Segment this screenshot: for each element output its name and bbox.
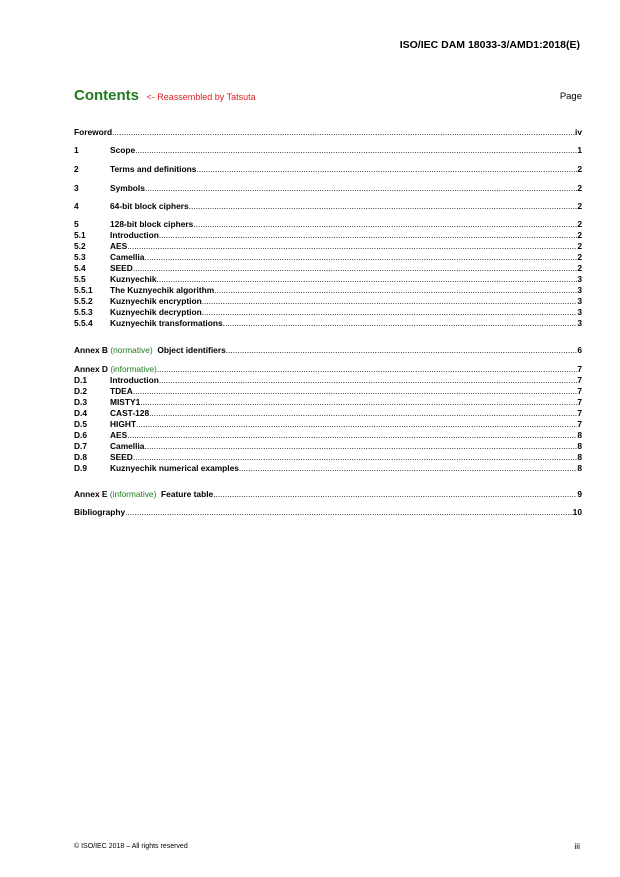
toc-entry-title	[110, 375, 159, 385]
toc-entry-number: 5.5	[74, 274, 86, 284]
toc-entry-page: 7	[577, 364, 582, 374]
toc-entry-title	[74, 345, 226, 355]
dot-leader	[157, 364, 577, 374]
dot-leader	[136, 419, 577, 429]
toc-entry-title-text: Annex D	[74, 364, 108, 374]
toc-entry-page: 3	[577, 274, 582, 284]
toc-entry[interactable]	[74, 440, 582, 451]
toc-entry[interactable]	[74, 262, 582, 273]
dot-leader	[127, 241, 577, 251]
toc-entry-title	[110, 296, 202, 306]
toc-entry[interactable]	[74, 396, 582, 407]
toc-entry-title	[110, 463, 239, 473]
dot-leader	[112, 127, 575, 137]
toc-entry-page: 2	[577, 241, 582, 251]
toc-entry-number: 5.3	[74, 252, 86, 262]
dot-leader	[133, 452, 578, 462]
toc-entry[interactable]	[74, 229, 582, 240]
toc-entry-page: 2	[577, 263, 582, 273]
toc-entry[interactable]	[74, 488, 582, 499]
toc-entry[interactable]	[74, 385, 582, 396]
page-column-label: Page	[559, 91, 582, 102]
toc-entry-title-text: 128-bit block ciphers	[110, 219, 194, 229]
toc-entry-title-text: AES	[110, 430, 128, 440]
toc-entry-number: 4	[74, 201, 79, 211]
toc-entry-title	[110, 397, 140, 407]
toc-entry[interactable]	[74, 273, 582, 284]
toc-entry-title-text: CAST-128	[110, 408, 150, 418]
toc-entry-page: 2	[577, 164, 582, 174]
toc-entry-title	[110, 164, 196, 174]
annex-type-label: (normative)	[110, 345, 153, 355]
toc-entry[interactable]	[74, 451, 582, 462]
toc-entry[interactable]	[74, 306, 582, 317]
toc-entry-title-text: Camellia	[110, 252, 145, 262]
dot-leader	[159, 230, 577, 240]
toc-entry[interactable]	[74, 218, 582, 229]
toc-entry-title	[110, 201, 189, 211]
toc-entry[interactable]	[74, 462, 582, 473]
dot-leader	[127, 430, 577, 440]
toc-entry-title-text: Terms and definitions	[110, 164, 197, 174]
toc-entry-title-text: AES	[110, 241, 128, 251]
dot-leader	[193, 219, 577, 229]
toc-entry-page: 7	[577, 408, 582, 418]
toc-entry-title-text: 64-bit block ciphers	[110, 201, 189, 211]
toc-entry-title	[110, 452, 133, 462]
toc-entry[interactable]	[74, 126, 582, 137]
toc-entry-title	[110, 252, 144, 262]
dot-leader	[196, 164, 577, 174]
toc-entry-title	[74, 364, 157, 374]
dot-leader	[125, 507, 572, 517]
dot-leader	[159, 375, 577, 385]
toc-entry-title-text: Foreword	[74, 127, 113, 137]
toc-entry[interactable]	[74, 506, 582, 517]
toc-entry-title-text: Kuznyechik numerical examples	[110, 463, 239, 473]
dot-leader	[226, 345, 578, 355]
toc-entry-title-text: Bibliography	[74, 507, 126, 517]
toc-entry[interactable]	[74, 200, 582, 211]
toc-entry[interactable]	[74, 374, 582, 385]
toc-entry-title	[110, 241, 127, 251]
toc-entry-page: 7	[577, 419, 582, 429]
toc-entry-page: 3	[577, 307, 582, 317]
toc-entry-page: 7	[577, 386, 582, 396]
annex-title: Object identifiers	[157, 345, 226, 355]
toc-entry[interactable]	[74, 240, 582, 251]
toc-entry-title	[110, 318, 223, 328]
contents-title: Contents	[74, 87, 139, 104]
toc-entry-title	[110, 219, 193, 229]
toc-entry-title-text: Annex B	[74, 345, 108, 355]
dot-leader	[214, 285, 577, 295]
dot-leader	[157, 274, 578, 284]
toc-entry[interactable]	[74, 163, 582, 174]
toc-entry[interactable]	[74, 407, 582, 418]
toc-entry[interactable]	[74, 429, 582, 440]
toc-entry-title-text: Scope	[110, 145, 136, 155]
toc-entry-number: D.9	[74, 463, 88, 473]
toc-entry-page: 8	[577, 430, 582, 440]
dot-leader	[144, 252, 577, 262]
toc-entry[interactable]	[74, 284, 582, 295]
annex-type-label: (informative)	[109, 489, 157, 499]
toc-entry-title	[110, 408, 149, 418]
toc-entry-number: D.1	[74, 375, 88, 385]
footer-page-number: iii	[574, 841, 580, 851]
dot-leader	[189, 201, 578, 211]
dot-leader	[145, 183, 577, 193]
toc-entry[interactable]	[74, 251, 582, 262]
toc-entry-title	[110, 145, 135, 155]
annex-title: Feature table	[161, 489, 214, 499]
toc-entry-number: D.2	[74, 386, 88, 396]
dot-leader	[140, 397, 577, 407]
toc-entry[interactable]	[74, 317, 582, 328]
toc-entry-title	[110, 263, 133, 273]
toc-entry-title-text: Symbols	[110, 183, 145, 193]
toc-entry-title-text: Kuznyechik encryption	[110, 296, 202, 306]
document-id: ISO/IEC DAM 18033-3/AMD1:2018(E)	[399, 39, 580, 51]
toc-entry-number: D.3	[74, 397, 88, 407]
dot-leader	[133, 386, 578, 396]
toc-entry-number: 5.4	[74, 263, 86, 273]
toc-entry-number: 5.2	[74, 241, 86, 251]
toc-entry[interactable]	[74, 295, 582, 306]
toc-entry-title-text: HIGHT	[110, 419, 137, 429]
dot-leader	[144, 441, 577, 451]
toc-entry-number: 5.5.2	[74, 296, 93, 306]
toc-entry-title-text: SEED	[110, 452, 133, 462]
toc-entry[interactable]	[74, 418, 582, 429]
toc-entry-title-text: Kuznyechik decryption	[110, 307, 202, 317]
toc-entry-title	[74, 489, 213, 499]
toc-entry-page: iv	[575, 127, 582, 137]
toc-entry-number: 5.5.3	[74, 307, 93, 317]
toc-entry-number: 3	[74, 183, 79, 193]
reassembled-note: <- Reassembled by Tatsuta	[146, 92, 256, 102]
toc-entry-page: 3	[577, 318, 582, 328]
toc-entry-page: 2	[577, 252, 582, 262]
toc-entry-title	[110, 285, 214, 295]
toc-entry-title-text: The Kuznyechik algorithm	[110, 285, 215, 295]
footer-copyright: © ISO/IEC 2018 – All rights reserved	[74, 843, 188, 850]
toc-entry-number: 1	[74, 145, 79, 155]
toc-entry-title-text: Annex E	[74, 489, 108, 499]
dot-leader	[213, 489, 577, 499]
dot-leader	[135, 145, 577, 155]
toc-entry-page: 10	[572, 507, 582, 517]
contents-header	[74, 87, 582, 105]
dot-leader	[223, 318, 578, 328]
dot-leader	[133, 263, 578, 273]
toc-entry-page: 7	[577, 375, 582, 385]
toc-entry-title-text: Kuznyechik	[110, 274, 157, 284]
toc-entry-title	[110, 274, 157, 284]
toc-entry-number: D.5	[74, 419, 88, 429]
toc-entry-number: D.4	[74, 408, 88, 418]
toc-entry-title-text: Kuznyechik transformations	[110, 318, 223, 328]
toc-entry-page: 3	[577, 285, 582, 295]
toc-entry-title	[74, 127, 112, 137]
dot-leader	[202, 296, 578, 306]
toc-entry-page: 7	[577, 397, 582, 407]
toc-entry-title-text: Camellia	[110, 441, 145, 451]
toc-entry-page: 2	[577, 230, 582, 240]
toc-entry-title	[110, 441, 144, 451]
toc-entry-title	[110, 386, 133, 396]
toc-entry-title	[110, 307, 202, 317]
toc-entry[interactable]	[74, 144, 582, 155]
toc-entry-title	[110, 230, 159, 240]
toc-entry-number: 5	[74, 219, 79, 229]
toc-entry-number: 5.5.1	[74, 285, 93, 295]
toc-entry-title	[74, 507, 125, 517]
toc-entry-title	[110, 183, 145, 193]
dot-leader	[149, 408, 577, 418]
toc-entry[interactable]	[74, 344, 582, 355]
dot-leader	[239, 463, 577, 473]
toc-entry-page: 2	[577, 201, 582, 211]
toc-entry-page: 6	[577, 345, 582, 355]
dot-leader	[202, 307, 578, 317]
toc-entry-title-text: Introduction	[110, 375, 159, 385]
toc-entry-title	[110, 419, 136, 429]
toc-entry-title-text: SEED	[110, 263, 133, 273]
toc-entry-page: 2	[577, 219, 582, 229]
toc-entry-page: 8	[577, 441, 582, 451]
toc-entry-title	[110, 430, 127, 440]
toc-entry[interactable]	[74, 182, 582, 193]
toc-entry-title-text: MISTY1	[110, 397, 141, 407]
toc-entry-page: 2	[577, 183, 582, 193]
toc-entry-page: 8	[577, 452, 582, 462]
toc-entry-page: 9	[577, 489, 582, 499]
toc-entry-number: D.8	[74, 452, 88, 462]
toc-entry-number: 5.1	[74, 230, 86, 240]
toc-entry-title-text: TDEA	[110, 386, 133, 396]
toc-entry-title-text: Introduction	[110, 230, 159, 240]
toc-entry-number: D.6	[74, 430, 88, 440]
annex-type-label: (informative)	[110, 364, 157, 374]
toc-entry-page: 1	[577, 145, 582, 155]
toc-entry-page: 8	[577, 463, 582, 473]
toc-entry-page: 3	[577, 296, 582, 306]
toc-entry-number: D.7	[74, 441, 88, 451]
toc-entry-number: 2	[74, 164, 79, 174]
toc-entry-number: 5.5.4	[74, 318, 93, 328]
toc-entry[interactable]	[74, 363, 582, 374]
